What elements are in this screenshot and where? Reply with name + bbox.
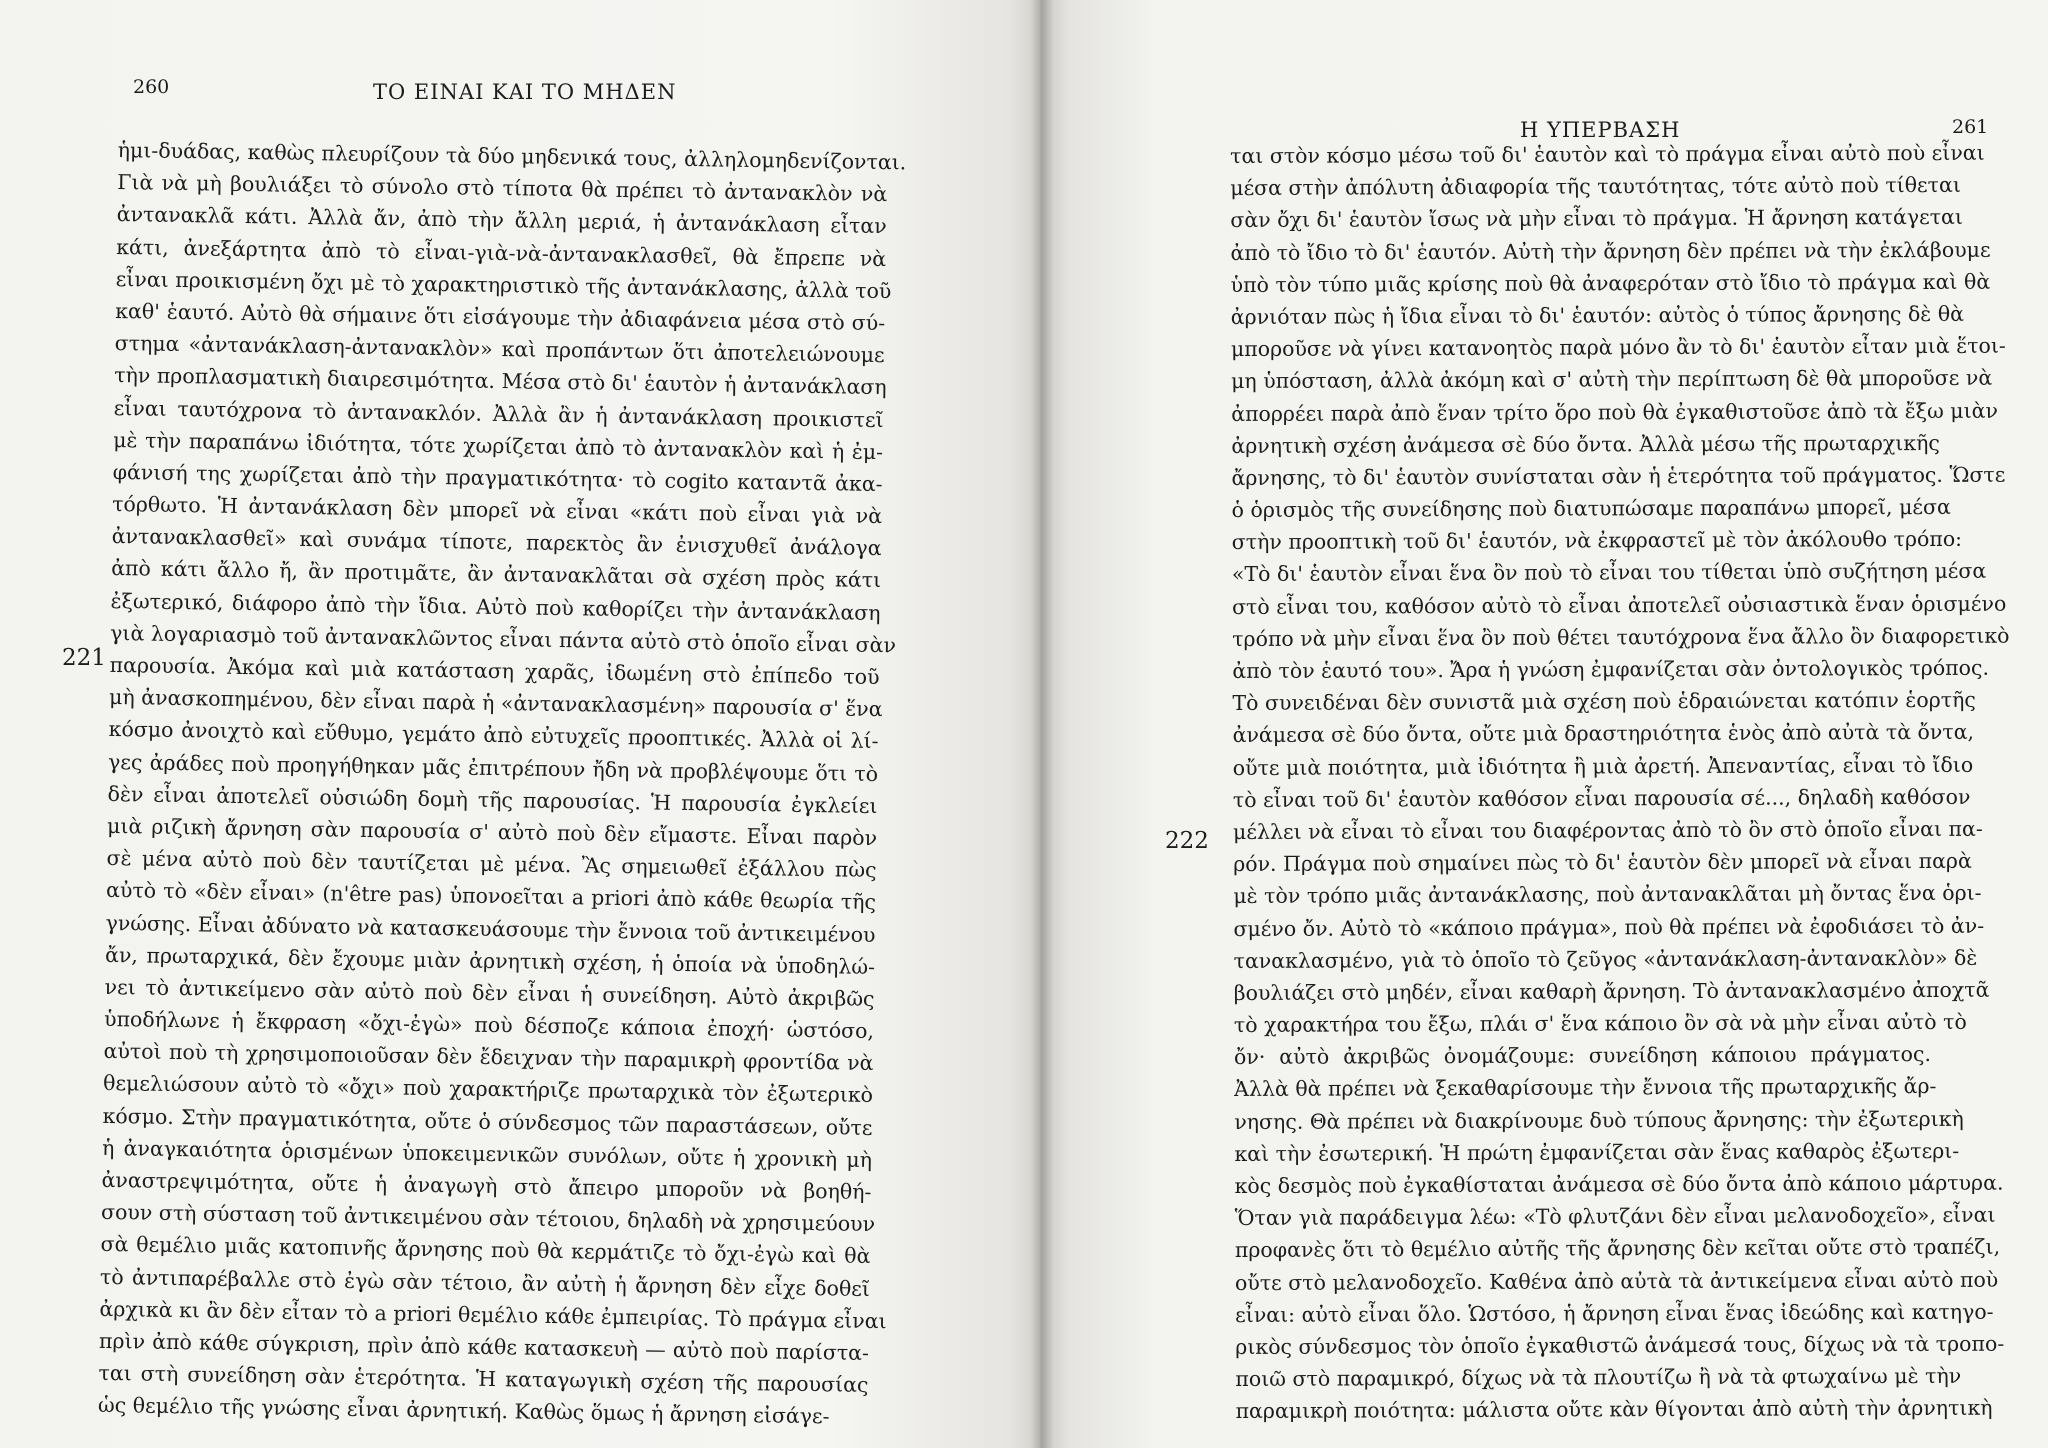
- text-line: καθ' ἑαυτό. Αὐτὸ θὰ σήμαινε ὅτι εἰσάγουμε τὴν ἀδιαφάνεια μέσα στὸ σύ-: [115, 298, 886, 336]
- text-line: μὴ ἀνασκοπημένου, δὲν εἶναι παρὰ ἡ «ἀντανακλασμένη» παρουσία σ' ἕνα: [108, 685, 883, 722]
- text-line: σὰν ὄχι δι' ἑαυτὸν ἴσως νὰ μὴν εἶναι τὸ πράγμα. Ἡ ἄρνηση κατάγεται: [1230, 205, 1963, 233]
- text-line: ἀνάμεσα σὲ δύο ὄντα, οὔτε μιὰ δραστηριότητα ἑνὸς ἀπὸ αὐτὰ τὰ ὄντα,: [1232, 720, 1975, 748]
- text-line: τόρθωτο. Ἡ ἀντανάκλαση δὲν μπορεῖ νὰ εἶναι «κάτι ποὺ εἶναι γιὰ νὰ: [111, 492, 883, 529]
- text-line: ὑποδήλωνε ἡ ἔκφραση «ὄχι-ἐγὼ» ποὺ δέσποζε κάποια ἐποχή· ὡστόσο,: [103, 1006, 875, 1044]
- text-line: τὸ ἀντιπαρέβαλλε στὸ ἐγὼ σὰν τέτοιο, ἂν αὐτὴ ἡ ἄρνηση δὲν εἶχε δοθεῖ: [99, 1264, 871, 1301]
- text-line: στημα «ἀντανάκλαση-ἀντανακλὸν» καὶ προπάντων ὅτι ἀποτελειώνουμε: [114, 331, 885, 368]
- text-line: κόσμο. Στὴν πραγματικότητα, οὔτε ὁ σύνδεσμος τῶν παραστάσεων, οὔτε: [102, 1103, 873, 1140]
- text-line: ἀντανακλασθεῖ» καὶ συνάμα τίποτε, παρεκτὸς ἂν ἐνισχυθεῖ ἀνάλογα: [111, 524, 882, 561]
- text-line: μὲ τὸν τρόπο μιᾶς ἀντανάκλασης, ποὺ ἀντανακλᾶται μὴ ὄντας ἕνα ὁρι-: [1233, 881, 1982, 909]
- text-line: Γιὰ νὰ μὴ βουλιάξει τὸ σύνολο στὸ τίποτα θὰ πρέπει τὸ ἀντανακλὸν νὰ: [117, 170, 888, 207]
- text-line: ρικὸς σύνδεσμος τὸν ὁποῖο ἐγκαθιστῶ ἀνάμεσά τους, δίχως νὰ τὰ τροπο-: [1235, 1331, 2005, 1359]
- margin-number: 221: [62, 645, 106, 671]
- text-line: μέσα στὴν ἀπόλυτη ἀδιαφορία τῆς ταυτότητας, τότε αὐτὸ ποὺ τίθεται: [1230, 172, 1961, 201]
- text-line: κὸς δεσμὸς ποὺ ἐγκαθίσταται ἀνάμεσα σὲ δύο ὄντα ἀπὸ κάποιο μάρτυρα.: [1234, 1170, 2004, 1198]
- right-page: [1040, 0, 2048, 1448]
- text-line: ἄρνησης, τὸ δι' ἑαυτὸν συνίσταται σὰν ἡ ἑτερότητα τοῦ πράγματος. Ὥστε: [1231, 462, 2006, 490]
- running-head: Η ΥΠΕΡΒΑΣΗ: [1520, 118, 1681, 142]
- text-line: σουν στὴ σύσταση τοῦ ἀντικειμένου σὰν τέτοιου, δηλαδὴ νὰ χρησιμεύουν: [100, 1200, 876, 1237]
- text-line: κόσμο ἀνοιχτὸ καὶ εὔθυμο, γεμάτο ἀπὸ εὐτυχεῖς προοπτικές. Ἀλλὰ οἱ λί-: [108, 717, 879, 754]
- text-line: ὑπὸ τὸν τύπο μιᾶς κρίσης ποὺ θὰ ἀναφερόταν στὸ ἴδιο τὸ πράγμα καὶ θὰ: [1230, 269, 1991, 297]
- text-line: μιὰ ριζικὴ ἄρνηση σὰν παρουσία σ' αὐτὸ ποὺ δὲν εἴμαστε. Εἶναι παρὸν: [106, 813, 878, 850]
- text-line: ὁ ὁρισμὸς τῆς συνείδησης ποὺ διατυπώσαμε παραπάνω μπορεῖ, μέσα: [1231, 494, 1951, 523]
- text-line: παραμικρὴ ποιότητα: μάλιστα οὔτε κὰν θίγονται ἀπὸ αὐτὴ τὴν ἀρνητικὴ: [1235, 1395, 1993, 1424]
- text-line: μποροῦσε νὰ γίνει κατανοητὸς παρὰ μόνο ἂν τὸ δι' ἑαυτὸν εἶταν μιὰ ἕτοι-: [1230, 333, 2006, 362]
- text-line: νει τὸ ἀντικείμενο σὰν αὐτὸ ποὺ δὲν εἶναι ἡ συνείδηση. Αὐτὸ ἀκριβῶς: [104, 974, 875, 1011]
- text-line: οὔτε μιὰ ποιότητα, μιὰ ἰδιότητα ἢ μιὰ ἀρετή. Ἀπεναντίας, εἶναι τὸ ἴδιο: [1232, 752, 1974, 780]
- text-line: στὴν προοπτικὴ τοῦ δι' ἑαυτόν, νὰ ἐκφραστεῖ μὲ τὸν ἀκόλουθο τρόπο:: [1231, 527, 1963, 555]
- text-line: Ὅταν γιὰ παράδειγμα λέω: «Τὸ φλυτζάνι δὲν εἶναι μελανοδοχεῖο», εἶναι: [1234, 1202, 1996, 1231]
- text-line: μέλλει νὰ εἶναι τὸ εἶναι του διαφέροντας ἀπὸ τὸ ὂν στὸ ὁποῖο εἶναι πα-: [1232, 816, 1983, 844]
- text-line: γες ἀράδες ποὺ προηγήθηκαν μᾶς ἐπιτρέπουν ἤδη νὰ προβλέψουμε ὅτι τὸ: [107, 749, 879, 786]
- text-line: αὐτοὶ ποὺ τὴ χρησιμοποιοῦσαν δὲν ἔδειχναν τὴν παραμικρὴ φροντίδα νὰ: [103, 1039, 874, 1076]
- page-number: 260: [133, 76, 170, 98]
- text-line: στὸ εἶναι του, καθόσον αὐτὸ τὸ εἶναι ἀποτελεῖ οὐσιαστικὰ ἕναν ὁρισμένο: [1231, 591, 2007, 619]
- text-line: σὲ μένα αὐτὸ ποὺ δὲν ταυτίζεται μὲ μένα. Ἂς σημειωθεῖ ἐξάλλου πὼς: [106, 846, 877, 883]
- text-line: βουλιάζει στὸ μηδέν, εἶναι καθαρὴ ἄρνηση. Τὸ ἀντανακλασμένο ἀποχτᾶ: [1233, 977, 1990, 1005]
- text-line: θεμελιώσουν αὐτὸ τὸ «ὄχι» ποὺ χαρακτήριζε πρωταρχικὰ τὸν ἐξωτερικὸ: [102, 1071, 874, 1108]
- text-line: ἐξωτερικό, διάφορο ἀπὸ τὴν ἴδια. Αὐτὸ ποὺ καθορίζει τὴν ἀντανάκλαση: [110, 588, 881, 625]
- text-line: ἀπορρέει παρὰ ἀπὸ ἕναν τρίτο ὅρο ποὺ θὰ ἐγκαθιστοῦσε ἀπὸ τὰ ἔξω μιὰν: [1231, 398, 1998, 426]
- text-line: Τὸ συνειδέναι δὲν συνιστᾶ μιὰ σχέση ποὺ ἑδραιώνεται κατόπιν ἑορτῆς: [1232, 687, 1976, 716]
- text-line: τρόπο νὰ μὴν εἶναι ἕνα ὂν ποὺ θέτει ταυτόχρονα ἕνα ἄλλο ὂν διαφορετικὸ: [1232, 623, 2010, 651]
- text-line: ὡς θεμέλιο τῆς γνώσης εἶναι ἀρνητική. Καθὼς ὅμως ἡ ἄρνηση εἰσάγε-: [97, 1393, 830, 1429]
- text-line: τὴν προπλασματικὴ διαιρεσιμότητα. Μέσα στὸ δι' ἑαυτὸν ἡ ἀντανάκλαση: [114, 363, 887, 400]
- text-line: κάτι, ἀνεξάρτητα ἀπὸ τὸ εἶναι-γιὰ-νὰ-ἀντανακλασθεῖ, θὰ ἔπρεπε νὰ: [116, 234, 887, 271]
- text-line: ται στὴ συνείδηση σὰν ἑτερότητα. Ἡ καταγωγικὴ σχέση τῆς παρουσίας: [98, 1360, 869, 1398]
- page-number: 261: [1952, 116, 1989, 138]
- text-line: ἀντανακλᾶ κάτι. Ἀλλὰ ἄν, ἀπὸ τὴν ἄλλη μεριά, ἡ ἀντανάκλαση εἶταν: [116, 202, 887, 239]
- text-line: παρουσία. Ἀκόμα καὶ μιὰ κατάσταση χαρᾶς, ἰδωμένη στὸ ἐπίπεδο τοῦ: [109, 652, 880, 690]
- text-line: μὲ τὴν παραπάνω ἰδιότητα, τότε χωρίζεται ἀπὸ τὸ ἀντανακλὸν καὶ ἡ ἐμ-: [113, 427, 884, 464]
- text-line: ἡ ἀναγκαιότητα ὁρισμένων ὑποκειμενικῶν συνόλων, οὔτε ἡ χρονικὴ μὴ: [101, 1135, 873, 1172]
- text-line: γνώσης. Εἶναι ἀδύνατο νὰ κατασκευάσουμε τὴν ἔννοια τοῦ ἀντικειμένου: [105, 910, 876, 947]
- text-line: ται στὸν κόσμο μέσω τοῦ δι' ἑαυτὸν καὶ τὸ πράγμα εἶναι αὐτὸ ποὺ εἶναι: [1230, 140, 1985, 168]
- text-line: εἶναι προικισμένη ὄχι μὲ τὸ χαρακτηριστικὸ τῆς ἀντανάκλασης, ἀλλὰ τοῦ: [115, 266, 892, 303]
- text-line: μη ὑπόσταση, ἀλλὰ ἀκόμη καὶ σ' αὐτὴ τὴν περίπτωση δὲ θὰ μποροῦσε νὰ: [1231, 365, 1993, 394]
- text-line: τανακλασμένο, γιὰ τὸ ὁποῖο τὸ ζεῦγος «ἀντανάκλαση-ἀντανακλὸν» δὲ: [1233, 945, 1978, 973]
- text-line: πρὶν ἀπὸ κάθε σύγκριση, πρὶν ἀπὸ κάθε κατασκευὴ — αὐτὸ ποὺ παρίστα-: [98, 1328, 870, 1365]
- text-line: εἶναι: αὐτὸ εἶναι ὅλο. Ὡστόσο, ἡ ἄρνηση εἶναι ἕνας ἰδεώδης καὶ κατηγο-: [1235, 1299, 1994, 1327]
- text-line: εἶναι ταυτόχρονα τὸ ἀντανακλόν. Ἀλλὰ ἂν ἡ ἀντανάκλαση προικιστεῖ: [113, 395, 884, 432]
- text-line: ἀναστρεψιμότητα, οὔτε ἡ ἀναγωγὴ στὸ ἄπειρο μποροῦν νὰ βοηθή-: [101, 1167, 872, 1204]
- text-line: σμένο ὄν. Αὐτὸ τὸ «κάποιο πράγμα», ποὺ θὰ πρέπει νὰ ἐφοδιάσει τὸ ἀν-: [1233, 913, 1985, 941]
- text-line: «Τὸ δι' ἑαυτὸν εἶναι ἕνα ὂν ποὺ τὸ εἶναι του τίθεται ὑπὸ συζήτηση μέσα: [1231, 559, 1987, 587]
- text-line: ἀρχικὰ κι ἂν δὲν εἶταν τὸ a priori θεμέλιο κάθε ἐμπειρίας. Τὸ πράγμα εἶναι: [99, 1296, 887, 1333]
- gutter-shadow: [1030, 0, 1054, 1448]
- text-line: δὲν εἶναι ἀποτελεῖ οὐσιώδη δομὴ τῆς παρουσίας. Ἡ παρουσία ἐγκλείει: [107, 781, 878, 818]
- text-line: γιὰ λογαριασμὸ τοῦ ἀντανακλῶντος εἶναι πάντα αὐτὸ στὸ ὁποῖο εἶναι σὰν: [109, 620, 897, 658]
- running-head: ΤΟ ΕΙΝΑΙ ΚΑΙ ΤΟ ΜΗΔΕΝ: [373, 80, 677, 104]
- body-text: [1230, 137, 2010, 1428]
- text-line: ἀπὸ τὸ ἴδιο τὸ δι' ἑαυτόν. Αὐτὴ τὴν ἄρνηση δὲν πρέπει νὰ τὴν ἐκλάβουμε: [1230, 237, 1991, 265]
- text-line: τὸ χαρακτήρα του ἔξω, πλάι σ' ἕνα κάποιο ὂν σὰ νὰ μὴν εἶναι αὐτὸ τὸ: [1233, 1009, 1967, 1038]
- text-line: ὄν· αὐτὸ ἀκριβῶς ὀνομάζουμε: συνείδηση κάποιου πράγματος.: [1233, 1042, 1932, 1070]
- text-line: ἀπὸ κάτι ἄλλο ἤ, ἂν προτιμᾶτε, ἂν ἀντανακλᾶται σὰ σχέση πρὸς κάτι: [110, 556, 882, 593]
- text-line: ἡμι-δυάδας, καθὼς πλευρίζουν τὰ δύο μηδενικά τους, ἀλληλομηδενίζονται.: [117, 137, 907, 175]
- text-line: ἀρνιόταν πὼς ἡ ἴδια εἶναι τὸ δι' ἑαυτόν: αὐτὸς ὁ τύπος ἄρνησης δὲ θὰ: [1230, 301, 1965, 329]
- text-line: καὶ τὴν ἐσωτερική. Ἡ πρώτη ἐμφανίζεται σὰν ἕνας καθαρὸς ἐξωτερι-: [1234, 1138, 1960, 1166]
- margin-number: 222: [1165, 828, 1209, 854]
- text-line: σὰ θεμέλιο μιᾶς κατοπινῆς ἄρνησης ποὺ θὰ κερμάτιζε τὸ ὄχι-ἐγὼ καὶ θὰ: [100, 1232, 871, 1269]
- text-line: ρόν. Πράγμα ποὺ σημαίνει πὼς τὸ δι' ἑαυτὸν δὲν μπορεῖ νὰ εἶναι παρὰ: [1233, 848, 1972, 877]
- text-line: ἀπὸ τὸν ἑαυτό του». Ἄρα ἡ γνώση ἐμφανίζεται σὰν ὀντολογικὸς τρόπος.: [1232, 655, 1990, 683]
- text-line: προφανὲς ὅτι τὸ θεμέλιο αὐτῆς τῆς ἄρνησης δὲν κεῖται οὔτε στὸ τραπέζι,: [1234, 1235, 2001, 1263]
- text-line: ἀρνητικὴ σχέση ἀνάμεσα σὲ δύο ὄντα. Ἀλλὰ μέσω τῆς πρωταρχικῆς: [1231, 430, 1940, 458]
- text-line: τὸ εἶναι τοῦ δι' ἑαυτὸν καθόσον εἶναι παρουσία σέ..., δηλαδὴ καθόσον: [1232, 784, 1971, 812]
- text-line: αὐτὸ τὸ «δὲν εἶναι» (n'être pas) ὑπονοεῖται a priori ἀπὸ κάθε θεωρία τῆς: [105, 878, 877, 915]
- text-line: ἄν, πρωταρχικά, δὲν ἔχουμε μιὰν ἀρνητικὴ σχέση, ἡ ὁποία νὰ ὑποδηλώ-: [104, 942, 876, 979]
- text-line: φάνισή της χωρίζεται ἀπὸ τὴν πραγματικότητα· τὸ cogito καταντᾶ ἀκα-: [112, 459, 883, 496]
- text-line: Ἀλλὰ θὰ πρέπει νὰ ξεκαθαρίσουμε τὴν ἔννοια τῆς πρωταρχικῆς ἄρ-: [1234, 1074, 1937, 1102]
- text-line: ποιῶ στὸ παραμικρό, δίχως νὰ τὰ πλουτίζω ἢ νὰ τὰ φτωχαίνω μὲ τὴν: [1235, 1363, 1962, 1392]
- text-line: νησης. Θὰ πρέπει νὰ διακρίνουμε δυὸ τύπους ἄρνησης: τὴν ἐξωτερικὴ: [1234, 1106, 1964, 1134]
- text-line: οὔτε στὸ μελανοδοχεῖο. Καθένα ἀπὸ αὐτὰ τὰ ἀντικείμενα εἶναι αὐτὸ ποὺ: [1234, 1267, 1999, 1295]
- body-text: [97, 134, 907, 1433]
